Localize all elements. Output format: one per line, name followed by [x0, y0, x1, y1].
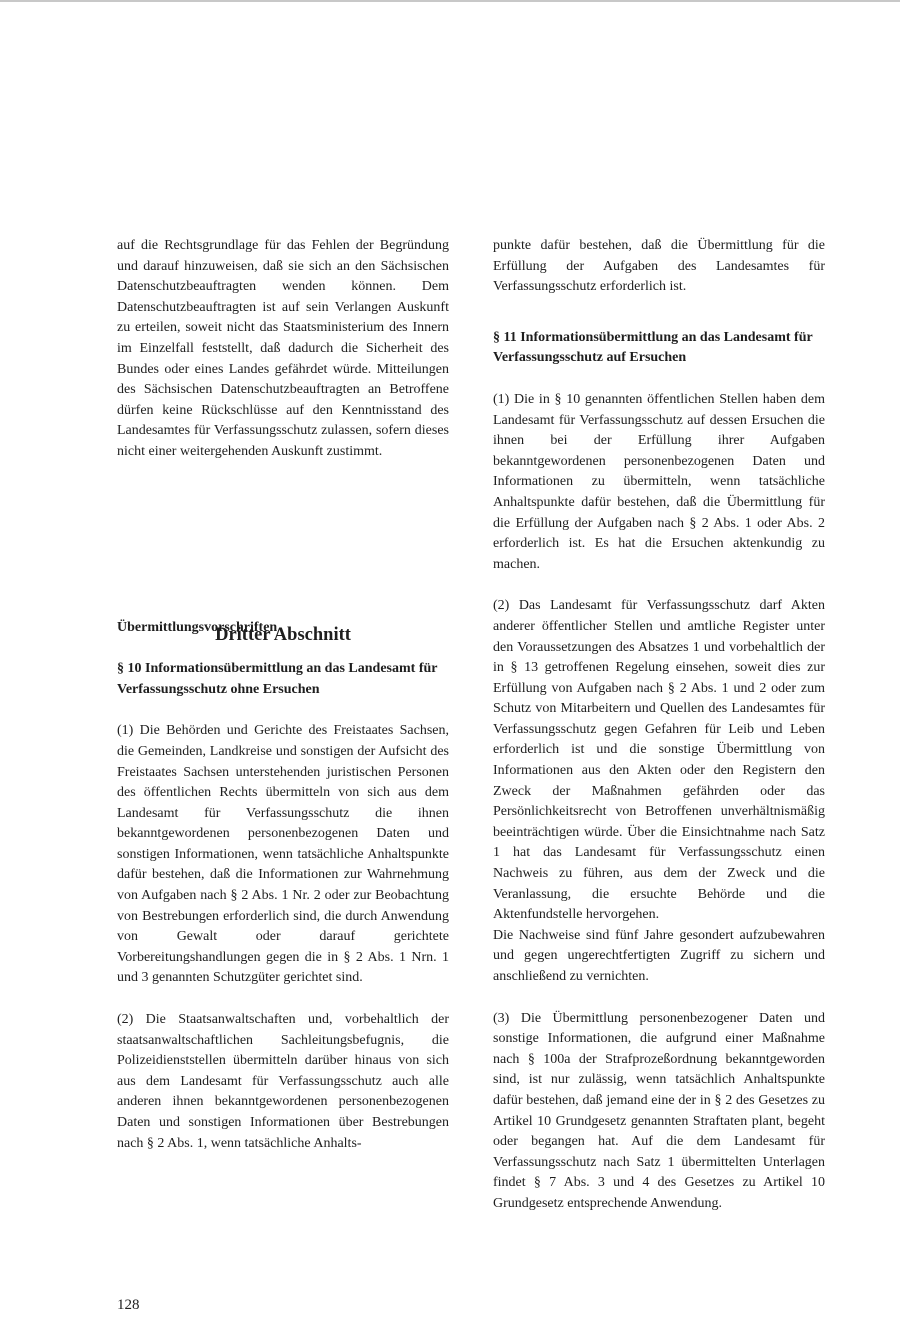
left-continuation-text: auf die Rechtsgrundlage für das Fehlen der Begründung und darauf hinzuweisen, daß sie sich an den Sächsischen Datenschutzbeauftragten wenden können. Dem Datenschutzbeauftragten ist auf sein Verlangen Auskunft zu erteilen, soweit nicht das Staatsministerium des Innern im Einzelfall feststellt, daß dadurch die Sicherheit des Bundes oder eines Landes gefährdet würde. Mitteilungen des Sächsischen Datenschutzbeauftragten an Betroffene dürfen keine Rückschlüsse auf den Kenntnisstand des Landesamtes für Verfassungsschutz zulassen, sofern dieses nicht einer weitergehenden Auskunft zustimmt.: [117, 238, 449, 459]
paragraph-11-subsection-3: (3) Die Übermittlung personenbezogener Daten und sonstige Informationen, die aufgrund einer Maßnahme nach § 100a der Strafprozeßordnung bekanntgeworden sind, ist nur zulässig, wenn tatsächlich Anhaltspunkte dafür bestehen, daß jemand eine der in § 2 des Gesetzes zu Artikel 10 Grundgesetz genannten Straftaten plant, begeht oder begangen hat. Auf die dem Landesamt für Verfassungsschutz nach Satz 1 übermittelten Unterlagen findet § 7 Abs. 3 und 4 des Gesetzes zu Artikel 10 Grundgesetz entsprechende Anwendung.: [493, 1010, 825, 1211]
paragraph-10-subsection-1: (1) Die Behörden und Gerichte des Freistaates Sachsen, die Gemeinden, Landkreise und sonstigen der Aufsicht des Freistaates Sachsen unterstehenden juristischen Personen des öffentlichen Rechts übermitteln von sich aus dem Landesamt für Verfassungsschutz die ihnen bekanntgewordenen personenbezogenen Daten und sonstigen Informationen, wenn tatsächliche Anhaltspunkte dafür bestehen, daß die Informationen zur Wahrnehmung von Aufgaben nach § 2 Abs. 1 Nr. 2 oder zur Beobachtung von Bestrebungen erforderlich sind, die durch Anwendung von Gewalt oder darauf gerichtete Vorbereitungshandlungen gegen die in § 2 Abs. 1 Nrn. 1 und 3 genannten Schutzgüter gerichtet sind.: [117, 723, 449, 986]
chapter-heading: Übermittlungsvorschriften: [117, 619, 278, 635]
left-column: [117, 236, 449, 1154]
section-title: Dritter Abschnitt: [215, 625, 351, 645]
paragraph-11-subsection-2: (2) Das Landesamt für Verfassungsschutz darf Akten anderer öffentlicher Stellen und amtliche Register unter den Voraussetzungen des Absatzes 1 und vorbehaltlich der in § 13 getroffenen Regelung einsehen, soweit dies zur Erfüllung von Aufgaben nach § 2 Abs. 1 und 2 oder zum Schutz von Mitarbeitern und Quellen des Landesamtes für Verfassungsschutz gegen Gefahren für Leib und Leben erforderlich ist und die sonstige Übermittlung von Informationen aus den Akten oder den Registern den Zweck der Maßnahmen gefährden oder das Persönlichkeitsrecht von Betroffenen unverhältnismäßig beeinträchtigen würde. Über die Einsichtnahme nach Satz 1 hat das Landesamt für Verfassungsschutz einen Nachweis zu führen, aus dem der Zweck und die Veranlassung, die ersuchte Behörde und die Aktenfundstelle hervorgehen.: [493, 598, 825, 923]
paragraph-10-subsection-2: (2) Die Staatsanwaltschaften und, vorbehaltlich der staatsanwaltschaftlichen Sachleitungsbefugnis, die Polizeidienststellen übermitteln darüber hinaus von sich aus dem Landesamt für Verfassungsschutz auch alle anderen ihnen bekanntgewordenen personenbezogenen Daten und sonstigen Informationen über Bestrebungen nach § 2 Abs. 1, wenn tatsächliche Anhalts-: [117, 1012, 449, 1151]
paragraph-11-subsection-1: (1) Die in § 10 genannten öffentlichen Stellen haben dem Landesamt für Verfassungsschutz auf dessen Ersuchen die ihnen bei der Erfüllung ihrer Aufgaben bekanntgewordenen personenbezogenen Daten und Informationen zu übermitteln, wenn tatsächliche Anhaltspunkte dafür bestehen, daß die Übermittlung für die Erfüllung der Aufgaben nach § 2 Abs. 1 oder Abs. 2 erforderlich ist. Es hat die Ersuchen aktenkundig zu machen.: [493, 391, 825, 572]
right-column: [493, 236, 825, 1215]
page-number: 128: [117, 1297, 140, 1313]
paragraph-11-heading: § 11 Informationsübermittlung an das Landesamt für Verfassungsschutz auf Ersuchen: [493, 329, 813, 366]
right-continuation-text: punkte dafür bestehen, daß die Übermittlung für die Erfüllung der Aufgaben des Landesamtes für Verfassungsschutz erforderlich ist.: [493, 238, 825, 295]
paragraph-10-heading: § 10 Informationsübermittlung an das Landesamt für Verfassungsschutz ohne Ersuchen: [117, 661, 438, 697]
paragraph-11-subsection-2-cont: Die Nachweise sind fünf Jahre gesondert aufzubewahren und gegen ungerechtfertigten Zugriff zu sichern und anschließend zu vernichten.: [493, 927, 825, 984]
top-border: [0, 0, 900, 2]
